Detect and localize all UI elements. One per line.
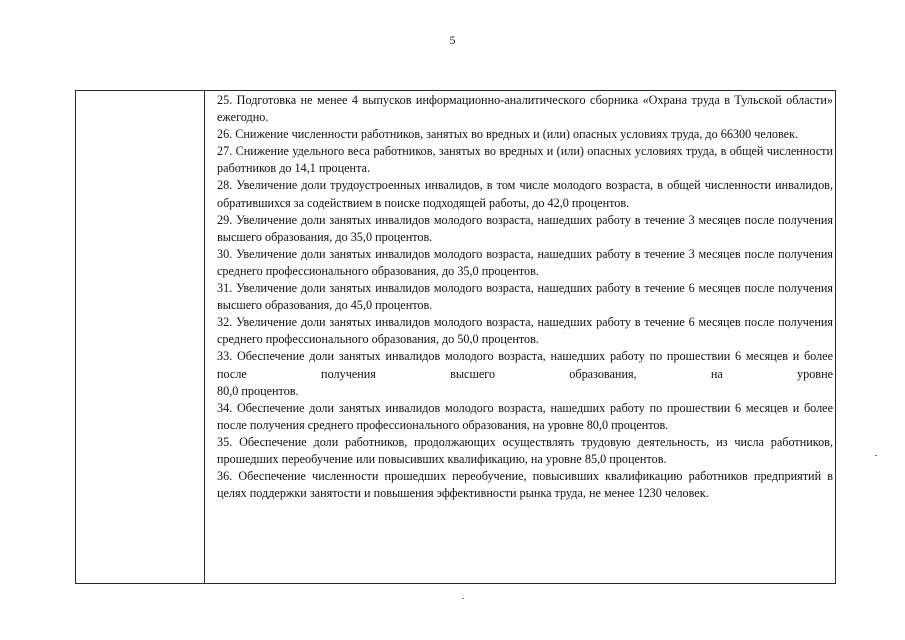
target-item-27: 27. Снижение удельного веса работников, занятых во вредных и (или) опасных условиях труда, в общей численности работников до 14,1 процента. [217,144,833,176]
scan-speck [875,455,877,456]
target-item-25: 25. Подготовка не менее 4 выпусков информационно-аналитического сборника «Охрана труда в Тульской области» ежегодно. [217,93,833,125]
target-item-33: 33. Обеспечение доли занятых инвалидов молодого возраста, нашедших работу по прошествии 6 месяцев и более после получения высшего образования, на уровне [217,349,833,381]
target-item-28: 28. Увеличение доли трудоустроенных инвалидов, в том числе молодого возраста, в общей численности инвалидов, обратившихся за содействием в поиске подходящей работы, до 42,0 процентов. [217,178,833,210]
target-item-30: 30. Увеличение доли занятых инвалидов молодого возраста, нашедших работу в течение 3 месяцев после получения среднего профессионального образования, до 35,0 процентов. [217,246,833,278]
targets-cell [217,92,833,502]
scan-speck [462,598,464,599]
page-number: 5 [449,33,456,47]
column-divider [204,91,205,583]
target-item-29: 29. Увеличение доли занятых инвалидов молодого возраста, нашедших работу в течение 3 месяцев после получения высшего образования, до 35,0 процентов. [217,212,833,244]
target-item-26: 26. Снижение численности работников, занятых во вредных и (или) опасных условиях труда, до 66300 человек. [217,127,799,142]
target-item-34: 34. Обеспечение доли занятых инвалидов молодого возраста, нашедших работу по прошествии 6 месяцев и более после получения среднего профессионального образования, на уровне 80,0 процентов. [217,400,833,432]
target-item-35: 35. Обеспечение доли работников, продолжающих осуществлять трудовую деятельность, из числа работников, прошедших переобучение или повысивших квалификацию, на уровне 85,0 процентов. [217,434,833,466]
target-item-33-continuation: 80,0 процентов. [217,383,299,398]
target-item-36: 36. Обеспечение численности прошедших переобучение, повысивших квалификацию работников предприятий в целях поддержки занятости и повышения эффективности рынка труда, не менее 1230 человек. [217,469,833,501]
target-item-32: 32. Увеличение доли занятых инвалидов молодого возраста, нашедших работу в течение 6 месяцев после получения среднего профессионального образования, до 50,0 процентов. [217,315,833,347]
target-item-31: 31. Увеличение доли занятых инвалидов молодого возраста, нашедших работу в течение 6 месяцев после получения высшего образования, до 45,0 процентов. [217,281,833,313]
document-table [75,90,836,584]
